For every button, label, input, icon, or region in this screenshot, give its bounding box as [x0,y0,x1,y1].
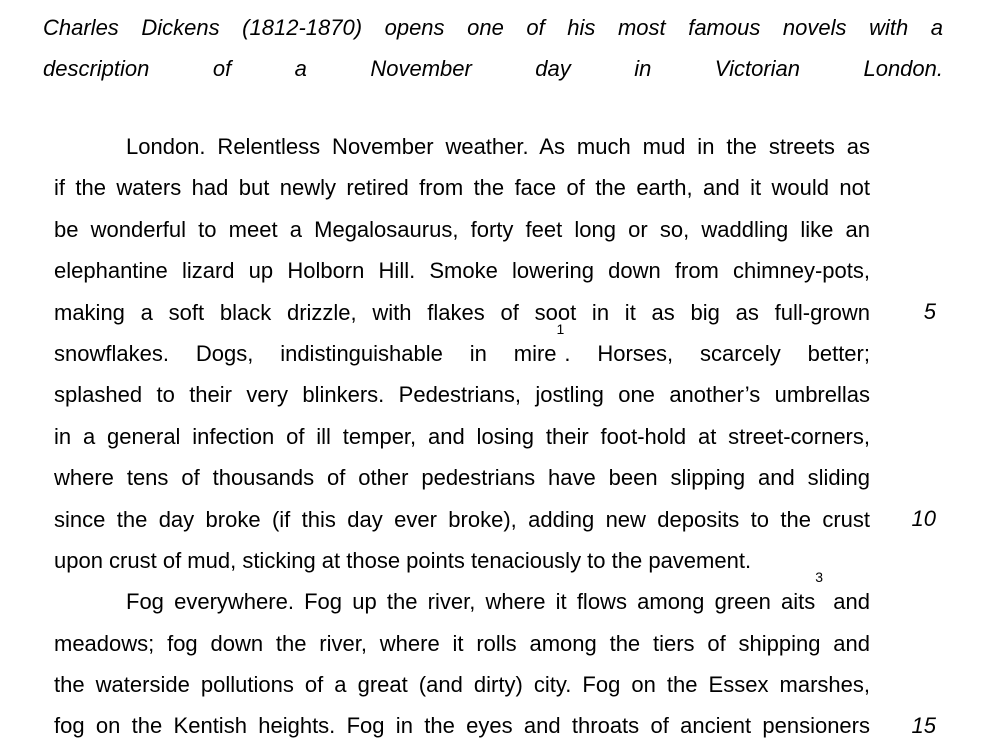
dickens-passage [54,128,870,749]
passage-line-4: elephantine lizard up Holborn Hill. Smoke lowering down from chimney-pots, [54,258,870,284]
passage-line-6: snowflakes. Dogs, indistinguishable in mire$^1$. Horses, scarcely better; [54,320,870,366]
line-number-5: 5 [923,299,936,324]
passage-line-7: splashed to their very blinkers. Pedestrians, jostling one another’s umbrellas [54,382,870,408]
footnote-marker-1: 1 [556,320,565,337]
passage-line-2: if the waters had but newly retired from the face of the earth, and it would not [54,175,870,201]
passage-line-13: meadows; fog down the river, where it rolls among the tiers of shipping and [54,630,870,656]
footnote-marker-3: 3 [815,569,824,586]
passage-line-3: be wonderful to meet a Megalosaurus, forty feet long or so, waddling like an [54,216,870,242]
passage-line-8: in a general infection of ill temper, and losing their foot-hold at street-corners, [54,423,870,449]
passage-line-5: making a soft black drizzle, with flakes of soot in it as big as full-grown [54,299,870,325]
intro-note [43,9,943,92]
line-number-15: 15 [911,713,936,738]
intro-line: Charles Dickens (1812-1870) opens one of his most famous novels with a [43,15,943,40]
passage-line-12: Fog everywhere. Fog up the river, where it flows among green aits$^3$ and [126,569,870,615]
passage-line-1: London. Relentless November weather. As much mud in the streets as [126,134,870,159]
passage-line-11: upon crust of mud, sticking at those points tenaciously to the pavement. [54,547,752,573]
passage-line-9: where tens of thousands of other pedestrians have been slipping and sliding [54,465,870,491]
passage-line-15: fog on the Kentish heights. Fog in the eyes and throats of ancient pensioners [54,713,870,739]
passage-line-14: the waterside pollutions of a great (and dirty) city. Fog on the Essex marshes, [54,672,870,698]
passage-line-10: since the day broke (if this day ever broke), adding new deposits to the crust [54,506,870,532]
intro-line: description of a November day in Victorian London. [43,56,943,82]
line-number-10: 10 [911,506,936,531]
